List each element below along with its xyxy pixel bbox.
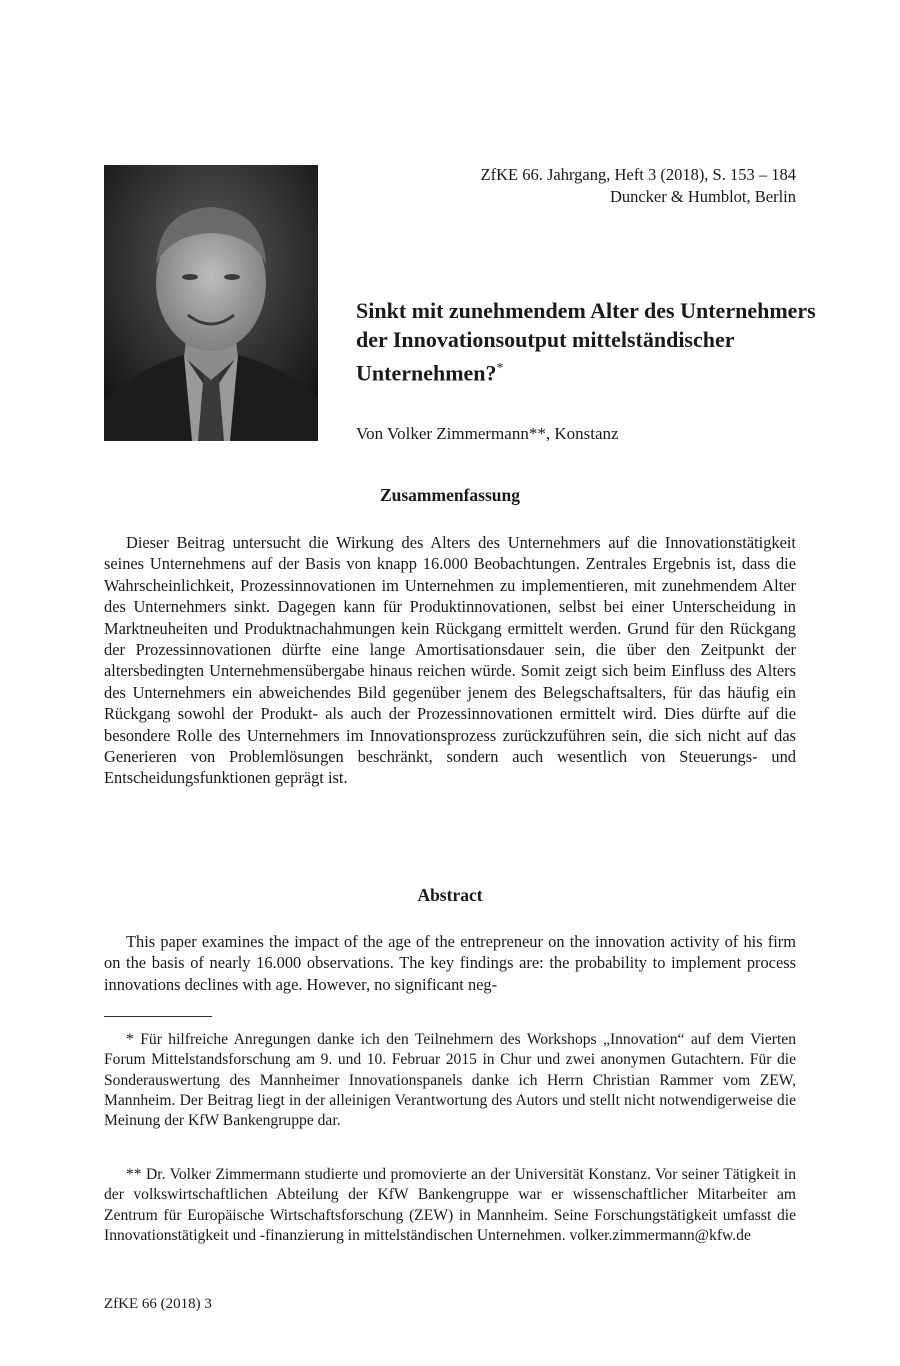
title-footnote-marker: *	[496, 361, 504, 376]
summary-heading: Zusammenfassung	[379, 485, 521, 505]
publisher: Duncker & Humblot, Berlin	[609, 187, 796, 206]
footnote-2: ** Dr. Volker Zimmermann studierte und promovierte an der Universität Konstanz. Vor seiner Tätigkeit in der volkswirtschaftlichen Abteilung der KfW Bankengruppe war er wissenschaftlicher Mitarbeiter am Zentrum für Europäische Wirtschaftsforschung (ZEW) in Mannheim. Seine Forschungstätigkeit umfasst die Innovationstätigkeit und -finanzierung in mittelständischen Unternehmen. volker.zimmermann@kfw.de	[104, 1166, 796, 1244]
journal-issue: ZfKE 66. Jahrgang, Heft 3 (2018), S. 153 – 184	[480, 165, 796, 184]
article-title-text: Sinkt mit zunehmendem Alter des Unternehmers der Innovationsoutput mittelständischer Unternehmen?	[356, 298, 816, 386]
author-photo	[104, 165, 318, 441]
footnote-1: * Für hilfreiche Anregungen danke ich den Teilnehmern des Workshops „Innovation“ auf dem Vierten Forum Mittelstandsforschung am 9. und 10. Februar 2015 in Chur und zwei anonymen Gutachtern. Für die Sonderauswertung des Mannheimer Innovationspanels danke ich Herrn Christian Rammer vom ZEW, Mannheim. Der Beitrag liegt in der alleinigen Verantwortung des Autors und stellt nicht notwendigerweise die Meinung der KfW Bankengruppe dar.	[104, 1031, 796, 1130]
summary-text: Dieser Beitrag untersucht die Wirkung des Alters des Unternehmers auf die Innovationstätigkeit seines Unternehmens auf der Basis von knapp 16.000 Beobachtungen. Zentrales Ergebnis ist, dass die Wahrscheinlichkeit, Prozessinnovationen im Unternehmen zu implementieren, mit zunehmendem Alter des Unternehmers sinkt. Dagegen kann für Produktinnovationen, selbst bei einer Unterscheidung in Marktneuheiten und Produktnachahmungen kein Rückgang ermittelt werden. Grund für den Rückgang der Prozessinnovationen dürfte eine lange Amortisationsdauer sein, die über den Zeitpunkt der altersbedingten Unternehmensübergabe hinaus reichen würde. Somit zeigt sich beim Einfluss des Alters des Unternehmers ein abweichendes Bild gegenüber jenem des Belegschaftsalters, für das häufig ein Rückgang sowohl der Produkt- als auch der Prozessinnovationen ermittelt wird. Dies dürfte auf die besondere Rolle des Unternehmers im Innovationsprozess zurückzuführen sein, die sich nicht auf das Generieren von Problemlösungen beschränkt, sondern auch wesentlich von Steuerungs- und Entscheidungsfunktionen geprägt ist.	[104, 533, 796, 788]
abstract-text: This paper examines the impact of the age of the entrepreneur on the innovation activity of his firm on the basis of nearly 16.000 observations. The key findings are: the probability to implement process innovations declines with age. However, no significant neg-	[104, 932, 796, 994]
page-footer: ZfKE 66 (2018) 3	[104, 1296, 212, 1312]
author-portrait-image	[104, 165, 318, 441]
article-title	[356, 296, 816, 387]
abstract-heading: Abstract	[417, 885, 483, 905]
journal-citation	[481, 164, 796, 208]
author-line: Von Volker Zimmermann**, Konstanz	[356, 424, 619, 443]
footnote-divider	[104, 1016, 212, 1017]
